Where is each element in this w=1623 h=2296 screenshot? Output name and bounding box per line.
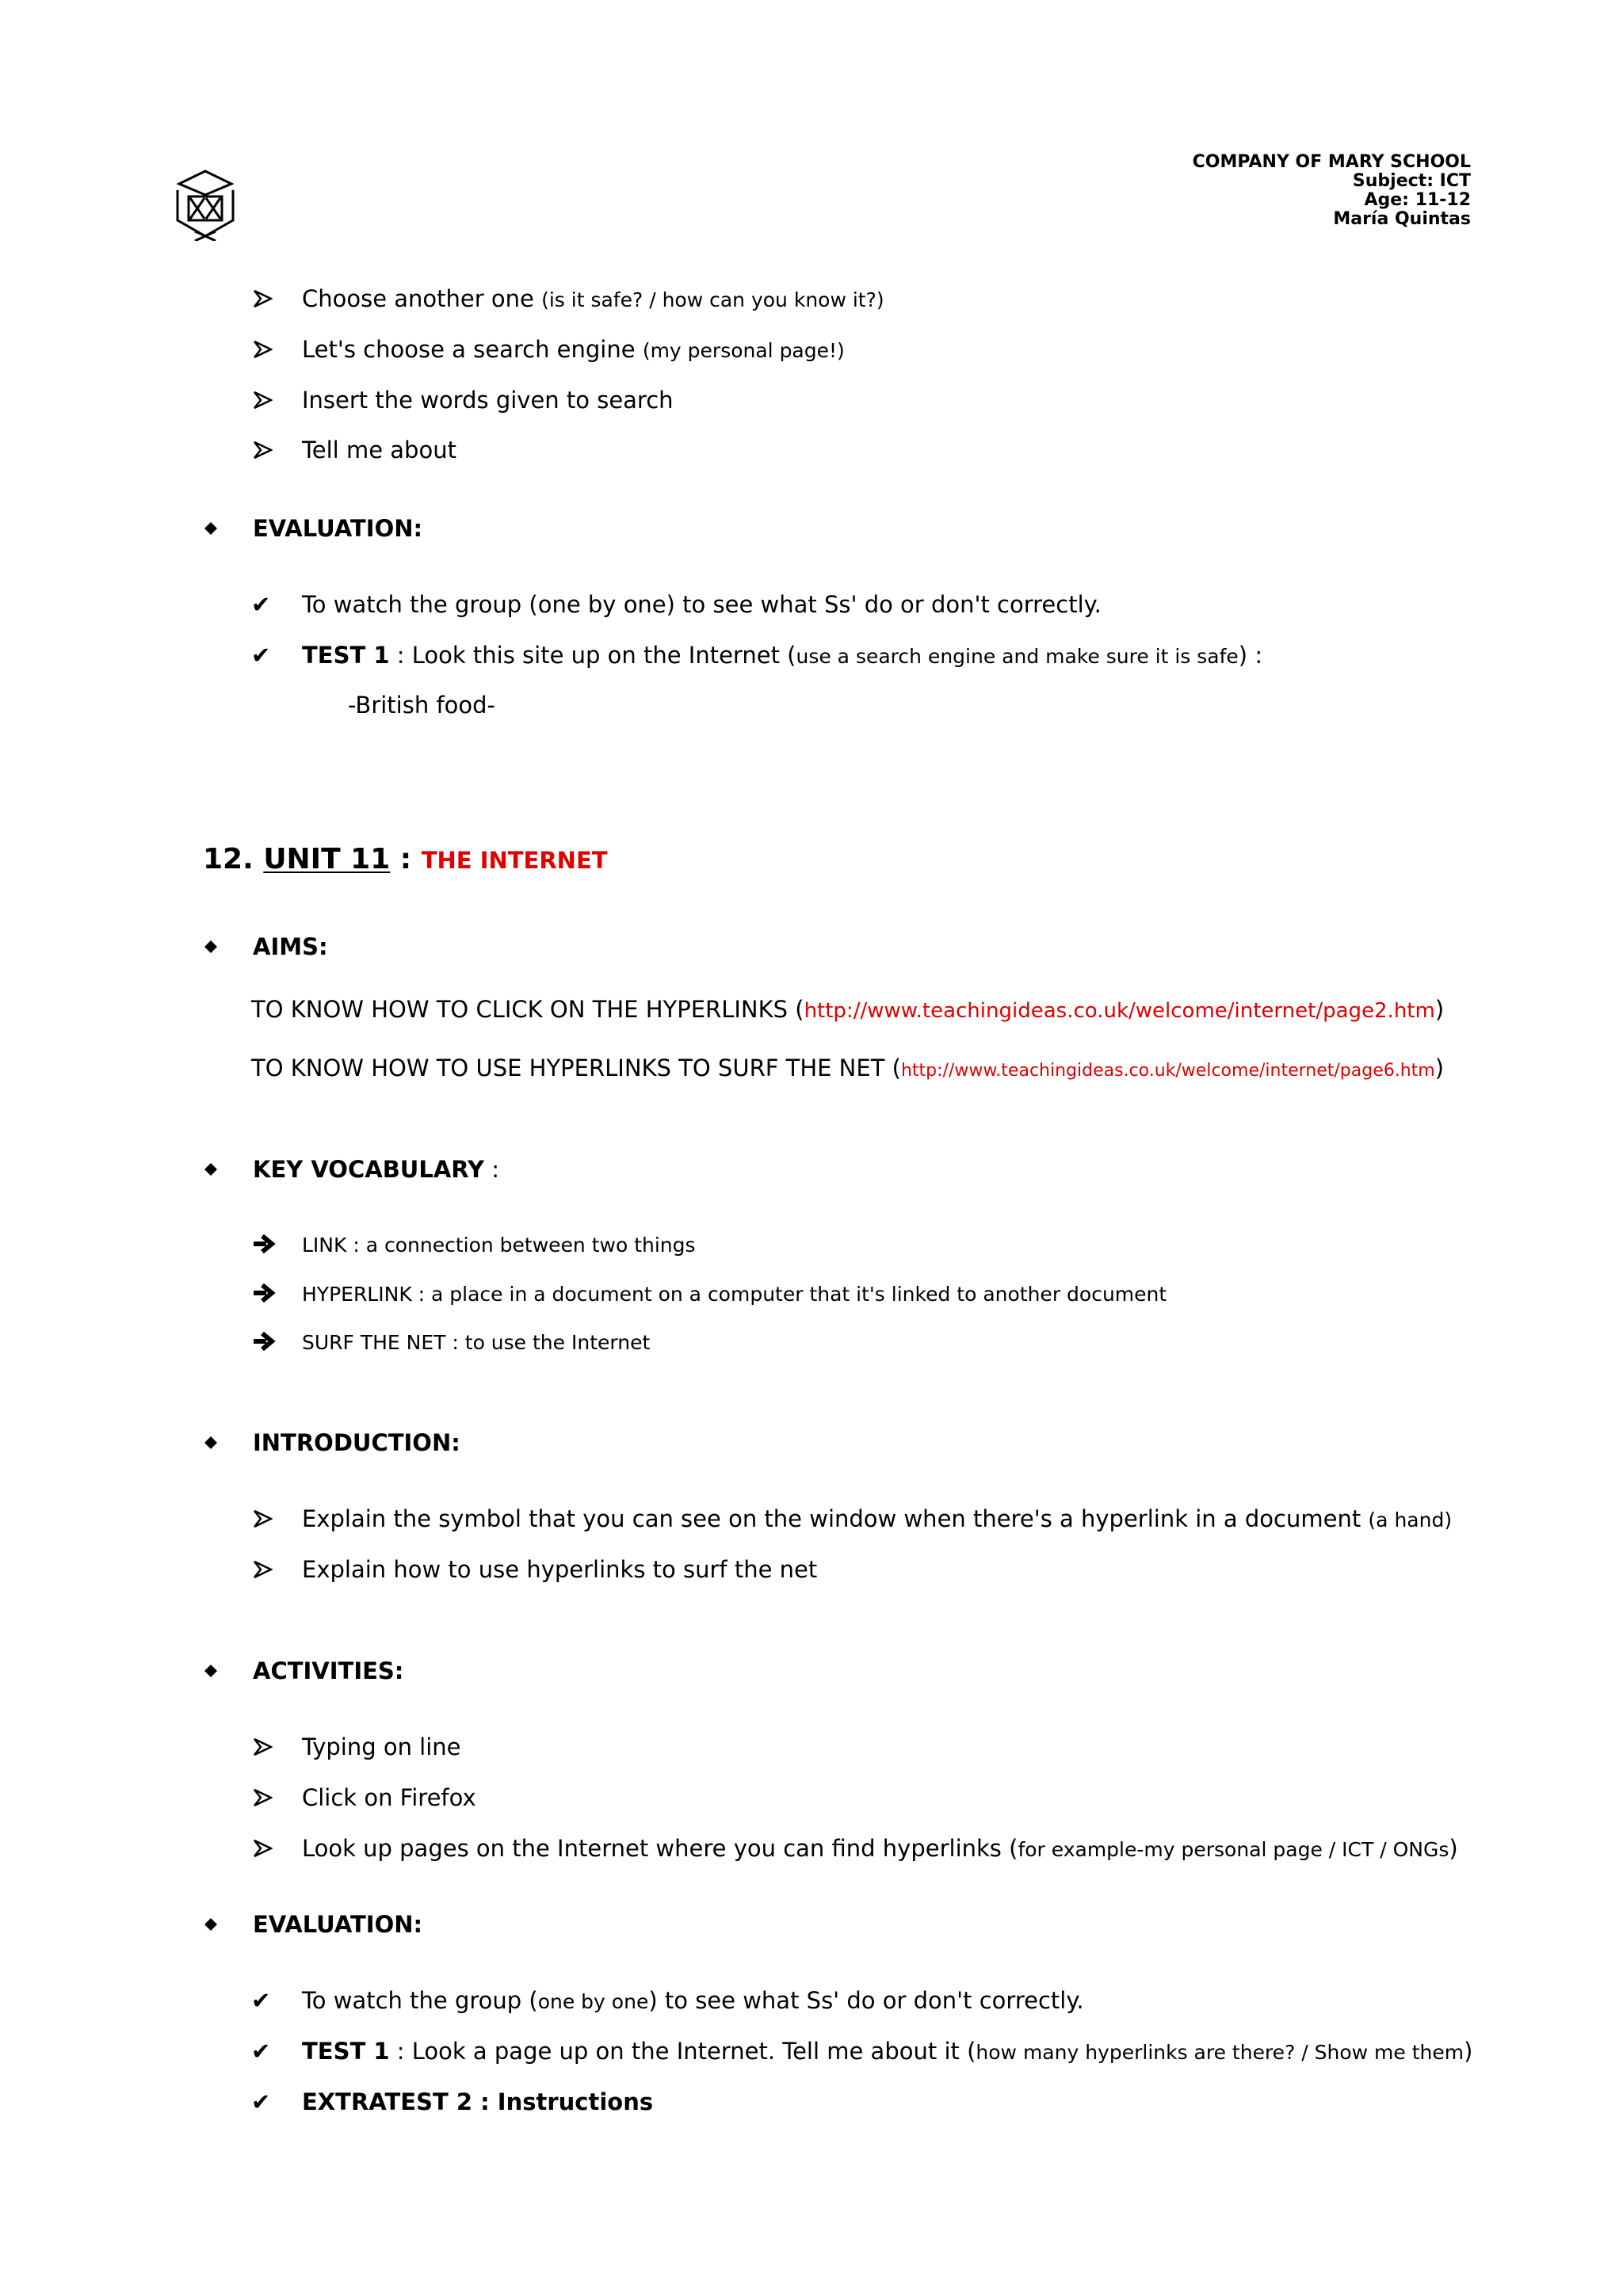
document-header xyxy=(1193,153,1471,229)
diamond-bullet-icon xyxy=(203,1663,219,1679)
list-item: Choose another one (is it safe? / how can you know it?) xyxy=(302,285,884,312)
arrowhead-bullet-icon xyxy=(252,1737,273,1757)
arrowhead-bullet-icon xyxy=(252,1508,273,1529)
list-item: Typing on line xyxy=(302,1733,461,1760)
section-title-vocabulary: KEY VOCABULARY : xyxy=(253,1156,500,1183)
section-title-introduction: INTRODUCTION: xyxy=(253,1429,460,1456)
list-item: To watch the group (one by one) to see what Ss' do or don't correctly. xyxy=(302,1987,1084,2014)
list-item: Click on Firefox xyxy=(302,1784,476,1811)
arrow-right-icon xyxy=(252,1283,276,1303)
arrowhead-bullet-icon xyxy=(252,390,273,410)
list-item: To watch the group (one by one) to see what Ss' do or don't correctly. xyxy=(302,591,1102,618)
arrow-right-icon xyxy=(252,1331,276,1352)
list-item: Insert the words given to search xyxy=(302,387,674,414)
unit-heading: 12. UNIT 11 : THE INTERNET xyxy=(203,843,608,875)
section-title-aims: AIMS: xyxy=(253,933,328,960)
section-title-evaluation: EVALUATION: xyxy=(253,515,423,542)
diamond-bullet-icon xyxy=(203,939,219,955)
diamond-bullet-icon xyxy=(203,1161,219,1177)
check-icon: ✔ xyxy=(251,591,271,618)
diamond-bullet-icon xyxy=(203,521,219,536)
section-title-activities: ACTIVITIES: xyxy=(253,1657,404,1684)
list-item: Explain the symbol that you can see on the window when there's a hyperlink in a document (a hand) xyxy=(302,1505,1453,1532)
arrowhead-bullet-icon xyxy=(252,288,273,309)
test-topic: -British food- xyxy=(348,692,496,719)
vocab-item: SURF THE NET : to use the Internet xyxy=(302,1331,651,1354)
vocab-item: HYPERLINK : a place in a document on a computer that it's linked to another document xyxy=(302,1283,1167,1306)
arrowhead-bullet-icon xyxy=(252,339,273,360)
section-title-evaluation: EVALUATION: xyxy=(253,1911,423,1938)
arrowhead-bullet-icon xyxy=(252,1838,273,1859)
diamond-bullet-icon xyxy=(203,1917,219,1932)
list-item: TEST 1 : Look this site up on the Internet (use a search engine and make sure it is safe) : xyxy=(302,642,1263,669)
list-item: Explain how to use hyperlinks to surf the net xyxy=(302,1556,818,1583)
list-item: Look up pages on the Internet where you can find hyperlinks (for example-my personal page / ICT / ONGs) xyxy=(302,1835,1458,1862)
check-icon: ✔ xyxy=(251,2088,271,2115)
subject: Subject: ICT xyxy=(1352,171,1471,191)
list-item: TEST 1 : Look a page up on the Internet. Tell me about it (how many hyperlinks are there? / Show me them) xyxy=(302,2038,1473,2065)
link[interactable]: http://www.teachingideas.co.uk/welcome/internet/page6.htm xyxy=(900,1061,1435,1081)
aim-line: TO KNOW HOW TO CLICK ON THE HYPERLINKS (http://www.teachingideas.co.uk/welcome/internet/page2.htm) xyxy=(251,996,1445,1023)
check-icon: ✔ xyxy=(251,642,271,669)
school-logo xyxy=(173,168,238,241)
diamond-bullet-icon xyxy=(203,1435,219,1451)
arrow-right-icon xyxy=(252,1234,276,1254)
list-item: EXTRATEST 2 : Instructions xyxy=(302,2088,654,2115)
vocab-item: LINK : a connection between two things xyxy=(302,1234,696,1257)
teacher-name: María Quintas xyxy=(1333,209,1471,229)
arrowhead-bullet-icon xyxy=(252,1559,273,1580)
link[interactable]: http://www.teachingideas.co.uk/welcome/internet/page2.htm xyxy=(804,999,1435,1023)
school-name: COMPANY OF MARY SCHOOL xyxy=(1192,152,1471,172)
check-icon: ✔ xyxy=(251,2038,271,2065)
list-item: Tell me about xyxy=(302,437,456,463)
check-icon: ✔ xyxy=(251,1987,271,2014)
aim-line: TO KNOW HOW TO USE HYPERLINKS TO SURF THE NET (http://www.teachingideas.co.uk/welcome/internet/page6.htm) xyxy=(251,1055,1445,1081)
arrowhead-bullet-icon xyxy=(252,440,273,460)
arrowhead-bullet-icon xyxy=(252,1787,273,1808)
age: Age: 11-12 xyxy=(1364,190,1471,210)
list-item: Let's choose a search engine (my personal page!) xyxy=(302,336,845,363)
